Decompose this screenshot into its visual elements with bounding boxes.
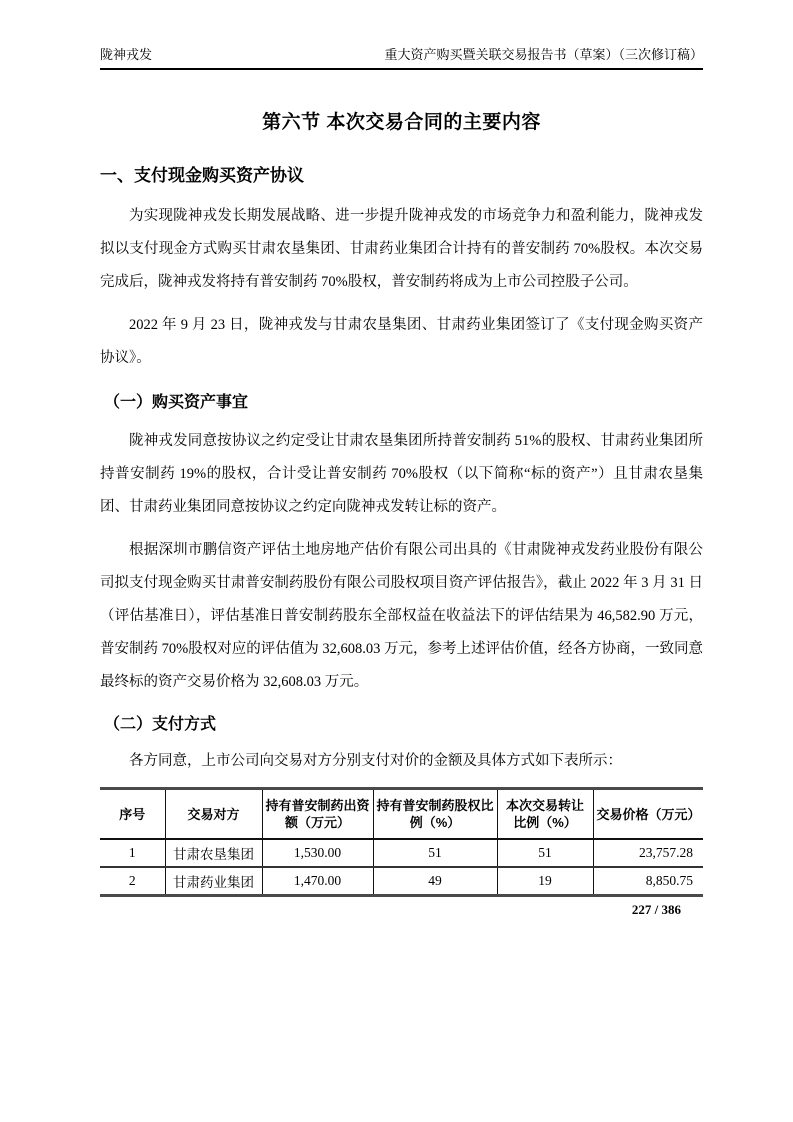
table-header-price: 交易价格（万元）: [593, 789, 703, 840]
table-cell-counterparty: 甘肃药业集团: [165, 867, 262, 896]
paragraph-signing-date: 2022 年 9 月 23 日，陇神戎发与甘肃农垦集团、甘肃药业集团签订了《支付现金购买资产协议》。: [100, 317, 703, 366]
table-header-index: 序号: [100, 789, 165, 840]
table-cell-capital-contribution: 1,470.00: [262, 867, 373, 896]
paragraph-valuation: 根据深圳市鹏信资产评估土地房地产估价有限公司出具的《甘肃陇神戎发药业股份有限公司拟支付现金购买甘肃普安制药股份有限公司股权项目资产评估报告》，截止 2022 年 3 月 31 日（评估基准日），评估基准日普安制药股东全部权益在收益法下的评估结果为 46,582.90 万元，普安制药 70%股权对应的评估值为 32,608.03 万元，参考上述评估价值，经各方协商，一致同意最终标的资产交易价格为 32,608.03 万元。: [100, 542, 703, 690]
table-cell-equity-ratio: 49: [373, 867, 497, 896]
table-header-transfer-ratio: 本次交易转让比例（%）: [497, 789, 593, 840]
table-cell-counterparty: 甘肃农垦集团: [165, 839, 262, 867]
table-cell-transfer-ratio: 51: [497, 839, 593, 867]
header-report-title: 重大资产购买暨关联交易报告书（草案）（三次修订稿）: [384, 47, 703, 62]
table-cell-index: 1: [128, 845, 136, 860]
subsection-heading-asset-purchase: （一）购买资产事宜: [104, 394, 249, 411]
table-header-row: [100, 789, 703, 840]
paragraph-strategy: 为实现陇神戎发长期发展战略、进一步提升陇神戎发的市场竞争力和盈利能力，陇神戎发拟以支付现金方式购买甘肃农垦集团、甘肃药业集团合计持有的普安制药 70%股权。本次交易完成后，陇神戎发将持有普安制药 70%股权，普安制药将成为上市公司控股子公司。: [100, 208, 703, 290]
subsection-heading-payment-method: （二）支付方式: [104, 716, 217, 733]
table-cell-index: 2: [100, 867, 165, 896]
chapter-title: 第六节 本次交易合同的主要内容: [262, 112, 541, 133]
table-row: [100, 867, 703, 896]
table-header-capital-contribution: 持有普安制药出资额（万元）: [262, 789, 373, 840]
payment-table: [100, 787, 703, 897]
table-cell-capital-contribution: 1,530.00: [262, 839, 373, 867]
paragraph-transfer-terms: 陇神戎发同意按协议之约定受让甘肃农垦集团所持普安制药 51%的股权、甘肃药业集团所持普安制药 19%的股权，合计受让普安制药 70%股权（以下简称“标的资产”）且甘肃农垦集团、甘肃药业集团同意按协议之约定向陇神戎发转让标的资产。: [100, 433, 703, 515]
paragraph-payment-intro: 各方同意，上市公司向交易对方分别支付对价的金额及具体方式如下表所示：: [129, 753, 622, 769]
page-number: 227 / 386: [631, 902, 681, 917]
section-heading-agreement: 一、支付现金购买资产协议: [100, 166, 304, 185]
header-company-name: 陇神戎发: [100, 47, 153, 62]
table-cell-equity-ratio: 51: [373, 839, 497, 867]
table-cell-transfer-ratio: 19: [497, 867, 593, 896]
running-header: [100, 47, 703, 70]
table-cell-price: 23,757.28: [593, 839, 703, 867]
table-header-counterparty: 交易对方: [165, 789, 262, 840]
table-row: [100, 839, 703, 867]
table-cell-price: 8,850.75: [593, 867, 703, 896]
table-header-equity-ratio: 持有普安制药股权比例（%）: [373, 789, 497, 840]
